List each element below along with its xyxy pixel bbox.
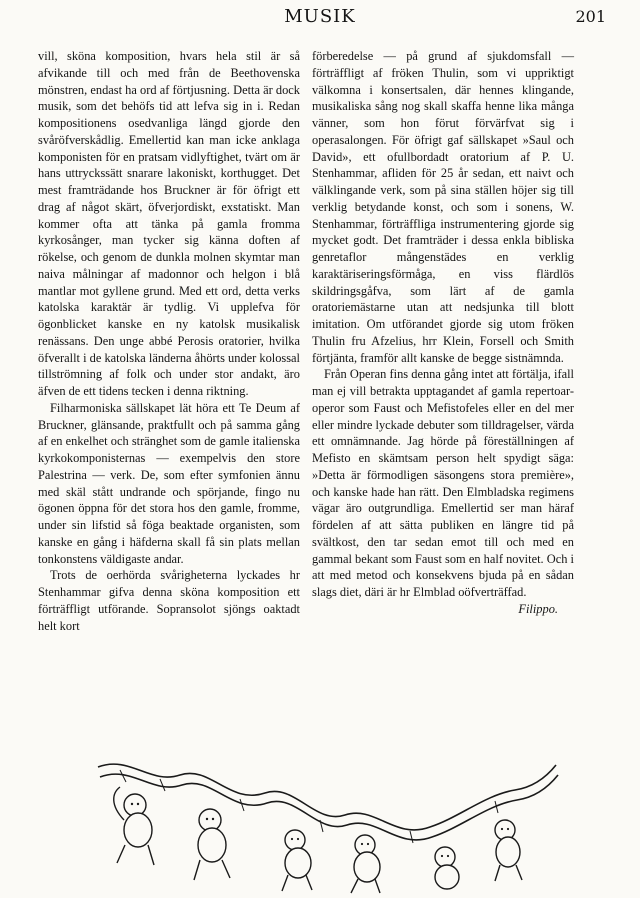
page-number: 201 xyxy=(575,7,606,26)
left-column xyxy=(38,48,300,634)
author-signature: Filippo. xyxy=(518,601,558,616)
page-header xyxy=(34,6,606,36)
right-column xyxy=(312,48,574,618)
running-title: MUSIK xyxy=(284,6,356,27)
cherubs-with-ribbon-icon xyxy=(90,745,560,895)
paragraph: Filharmoniska sällskapet lät höra ett Te Deum af Bruckner, glänsande, praktfullt och på samma gång af en enkelhet och stränghet som de gamle italienska kyrkokomponisternas — exempelvis den store Palestrina — verk. De, som efter symfonien ännu med skäl stått undrande och spörjande, fingo nu ögonen öppna för det stora hos den gamle, fromme, under sin lifstid så föga beaktade organisten, som kanske en gång i häfderna skall få sin plats mellan tonkonstens väldigaste andar. xyxy=(38,400,300,566)
paragraph: Från Operan fins denna gång intet att förtälja, ifall man ej vill betrakta upptagandet af gamla repertoar-operor som Faust och Mefistofeles eller en del mer eller mindre lyckade debuter som tilldragelser, värda ett omnämnande. Jag hörde på föreställningen af Mefisto en skämtsam person helt spydigt säga: »Detta är förmodligen säsongens stora première», och kanske hade han rätt. Den Elmbladska regimens vägar äro outgrundliga. Emellertid ser man häraf fördelen af att sätta publiken en längre tid på svältkost, den tar sedan emot till och med en gammal bekant som Faust som en half novitet. Och i att med metod och konsekvens bjuda på en sådan slags diet, däri är hr Elmblad oöfverträffad. xyxy=(312,367,574,599)
paragraph: Trots de oerhörda svårigheterna lyckades hr Stenhammar gifva denna sköna komposition ett förträffligt utförande. Sopransolot sjöngs oaktadt helt kort xyxy=(38,568,300,633)
paragraph: förberedelse — på grund af sjukdomsfall — förträffligt af fröken Thulin, som vi uppriktigt välkomna i konsertsalen, där hennes klingande, musikaliska sång nog skall skaffa henne lika många vänner, som hon förut förvärfvat sig i operasalongen. För öfrigt gaf sällskapet »Saul och David», ett ofullbordadt oratorium af P. U. Stenhammar, afliden för 25 år sedan, ett naivt och välklingande verk, som på sina ställen höjer sig till verklig betydande konst, och som i sonens, W. Stenhammar, förträffliga instrumentering gjorde sig mycket godt. Det framträder i dessa enkla bibliska genretaflor mångenstädes en verklig karaktäriseringsförmåga, en viss flärdlös skildringsgåfva, som lärt af de gamla oratoriemästarne utan att nedsjunka till blott imitation. Om utförandet gjorde sig utom fröken Thulin fru Afzelius, hrr Klein, Forsell och Smith förtjänta, framför allt kanske de begge sistnämnda. xyxy=(312,49,574,365)
paragraph: vill, sköna komposition, hvars hela stil är så afvikande till och med från de Beethovenska mönstren, endast ha ord af förtjusning. Detta är dock musik, som det behöfs tid att lefva sig in i. Redan kompositionens osedvanliga längd gjorde den svåröfverskådlig. Emellertid kan man icke anklaga komponisten för en pratsam vidlyftighet, tvärt om är hans uttryckssätt snarare lakoniskt, korthugget. Det mest framträdande hos Bruckner är för öfrigt ett drag af något skärt, öfverjordiskt, exstatiskt. Man kommer ofta att tänka på gamla fromma kyrkosånger, man tycker sig känna doften af rökelse, och genom de dunkla molnen skymtar man naiva målningar af madonnor och helgon i blå mantlar mot gyllene grund. Med ett ord, detta verks katolska karaktär är tydlig. Vi upplefva för ögonblicket kanske en ny katolsk musikalisk renässans. Den unge abbé Perosis oratorier, hvilka öfverallt i de katolska länderna åhörts under kolossal tillströmning af folk och under stor andakt, äro äfven de ett tidens tecken i denna riktning. xyxy=(38,49,300,398)
signature-line xyxy=(312,601,574,618)
